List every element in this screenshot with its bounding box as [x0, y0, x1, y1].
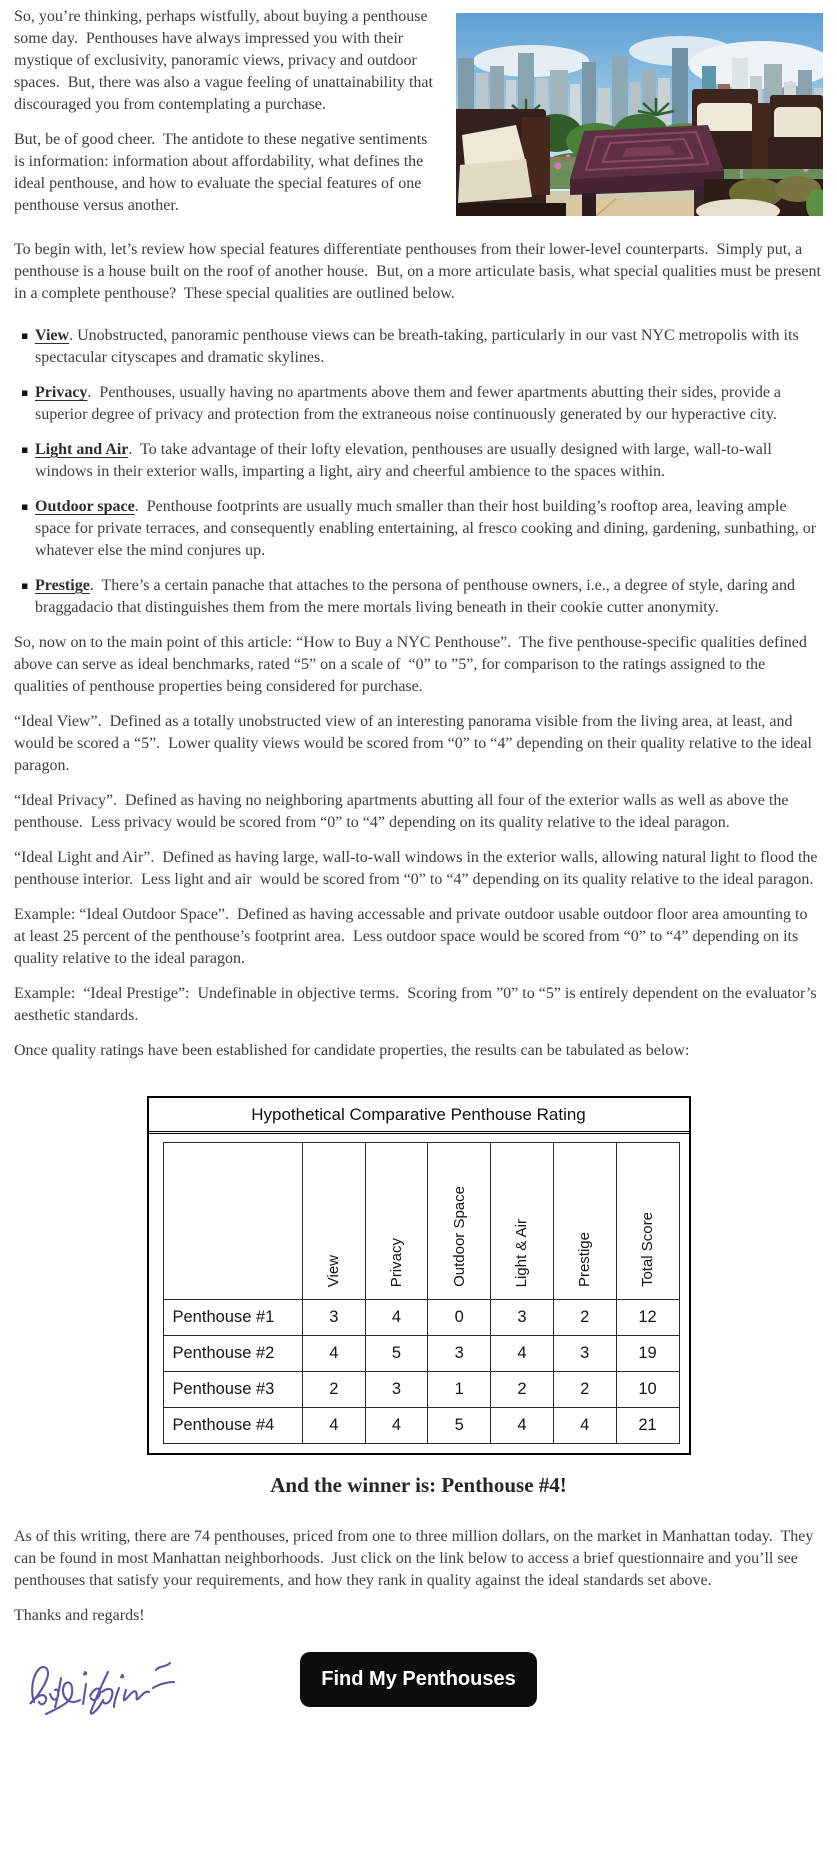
- lead-paragraph: To begin with, let’s review how special features differentiate penthouses from their lower-level counterparts. Simply put, a penthouse is a house built on the roof of another house. But, on a more articulate basis, what special qualities must be present in a complete penthouse? These special qualities are outlined below.: [14, 241, 825, 302]
- bullet-text: Outdoor space. Penthouse footprints are usually much smaller than their host building’s rooftop area, leaving ample space for private terraces, and consequently enabling entertaining, al fresco cooking and dining, gardening, sunbathing, or whatever else the mind conjures up.: [35, 498, 821, 559]
- column-header-outdoor-space: Outdoor Space: [428, 1143, 491, 1300]
- cell-value: 3: [302, 1300, 365, 1336]
- bullet-square-icon: ▪: [21, 579, 29, 592]
- column-header-view: View: [302, 1143, 365, 1300]
- table-row: [163, 1336, 679, 1372]
- column-header-total-score: Total Score: [616, 1143, 679, 1300]
- bullet-term: Privacy: [35, 384, 88, 401]
- cell-value: 19: [616, 1336, 679, 1372]
- table-row: [163, 1408, 679, 1444]
- bottom-sofa: [696, 176, 823, 216]
- cell-value: 4: [365, 1300, 428, 1336]
- bullet-term: Prestige: [35, 577, 90, 594]
- cell-value: 4: [302, 1408, 365, 1444]
- column-header-privacy: Privacy: [365, 1143, 428, 1300]
- cell-value: 12: [616, 1300, 679, 1336]
- cell-value: 5: [428, 1408, 491, 1444]
- winner-heading: And the winner is: Penthouse #4!: [270, 1473, 567, 1497]
- ideal-privacy-paragraph: “Ideal Privacy”. Defined as having no neighboring apartments abutting all four of the exterior walls as well as above the penthouse. Less privacy would be scored from “0” to “4” depending on its quality relative to the ideal paragon.: [14, 792, 793, 831]
- bullet-square-icon: ▪: [21, 443, 29, 456]
- cell-value: 0: [428, 1300, 491, 1336]
- cell-value: 2: [491, 1372, 554, 1408]
- bullet-text: Light and Air. To take advantage of their lofty elevation, penthouses are usually designed with large, wall-to-wall windows in their exterior walls, imparting a light, airy and cheerful ambience to the spaces within.: [35, 441, 776, 480]
- table-row: [163, 1372, 679, 1408]
- rating-table: [147, 1096, 691, 1455]
- cell-value: 4: [302, 1336, 365, 1372]
- row-label: Penthouse #4: [163, 1408, 302, 1444]
- cell-value: 3: [365, 1372, 428, 1408]
- cell-value: 3: [428, 1336, 491, 1372]
- bullet-square-icon: ▪: [21, 386, 29, 399]
- table-header-row: [163, 1143, 679, 1300]
- rooftop-terrace-photo: [456, 13, 823, 216]
- row-label: Penthouse #2: [163, 1336, 302, 1372]
- cell-value: 10: [616, 1372, 679, 1408]
- footer-row: [14, 1640, 823, 1760]
- ideal-prestige-paragraph: Example: “Ideal Prestige”: Undefinable in objective terms. Scoring from ”0” to “5” is entirely dependent on the evaluator’s aesthetic standards.: [14, 985, 821, 1024]
- ideal-view-paragraph: “Ideal View”. Defined as a totally unobstructed view of an interesting panorama visible from the living area, at least, and would be scored a “5”. Lower quality views would be scored from “0” to “4” depending on their quality relative to the ideal paragon.: [14, 713, 816, 774]
- bullet-privacy: [14, 382, 823, 426]
- table-row: [163, 1300, 679, 1336]
- bullet-text: Privacy. Penthouses, usually having no apartments above them and fewer apartments abutting their sides, provide a superior degree of privacy and protection from the extraneous noise continuously generated by our hyperactive city.: [35, 384, 786, 423]
- bullet-term: Outdoor space: [35, 498, 135, 515]
- thanks-line: Thanks and regards!: [14, 1607, 145, 1624]
- bullet-text: Prestige. There’s a certain panache that attaches to the persona of penthouse owners, i.e., a degree of style, daring and braggadacio that distinguishes them from the mere mortals living beneath in their cookie cutter anonymity.: [35, 577, 800, 616]
- intro-section: [14, 6, 823, 230]
- bullet-term: View: [35, 327, 70, 344]
- bullet-term: Light and Air: [35, 441, 129, 458]
- row-label-column-header: [163, 1143, 302, 1300]
- cell-value: 2: [302, 1372, 365, 1408]
- cell-value: 1: [428, 1372, 491, 1408]
- cell-value: 3: [491, 1300, 554, 1336]
- bullet-square-icon: ▪: [21, 329, 29, 342]
- cell-value: 4: [365, 1408, 428, 1444]
- cell-value: 2: [553, 1300, 616, 1336]
- tabulated-paragraph: Once quality ratings have been established for candidate properties, the results can be tabulated as below:: [14, 1042, 690, 1059]
- cell-value: 2: [553, 1372, 616, 1408]
- row-label: Penthouse #1: [163, 1300, 302, 1336]
- cell-value: 4: [553, 1408, 616, 1444]
- cell-value: 3: [553, 1336, 616, 1372]
- ideal-outdoor-space-paragraph: Example: “Ideal Outdoor Space”. Defined as having accessable and private outdoor usable outdoor floor area amounting to at least 25 percent of the penthouse’s footprint area. Less outdoor space would be scored from “0” to “4” depending on its quality relative to the ideal paragon.: [14, 906, 812, 967]
- signature-handwriting: [20, 1644, 200, 1736]
- bullet-light-and-air: [14, 439, 823, 483]
- rating-table-title: Hypothetical Comparative Penthouse Rating: [149, 1098, 689, 1134]
- feature-bullet-list: [14, 325, 823, 619]
- bullet-square-icon: ▪: [21, 500, 29, 513]
- cell-value: 5: [365, 1336, 428, 1372]
- column-header-prestige: Prestige: [553, 1143, 616, 1300]
- bullet-outdoor-space: [14, 496, 823, 562]
- main-point-paragraph: So, now on to the main point of this article: “How to Buy a NYC Penthouse”. The five penthouse-specific qualities defined above can serve as ideal benchmarks, rated “5” on a scale of “0” to ”5”, for comparison to the ratings assigned to the qualities of penthouse properties being considered for purchase.: [14, 634, 811, 695]
- bullet-view: [14, 325, 823, 369]
- row-label: Penthouse #3: [163, 1372, 302, 1408]
- bullet-text: View. Unobstructed, panoramic penthouse views can be breath-taking, particularly in our vast NYC metropolis with its spectacular cityscapes and dramatic skylines.: [35, 327, 803, 366]
- bullet-prestige: [14, 575, 823, 619]
- ideal-light-air-paragraph: “Ideal Light and Air”. Defined as having large, wall-to-wall windows in the exterior walls, allowing natural light to flood the penthouse interior. Less light and air would be scored from “0” to “4” depending on its quality relative to the ideal paragon.: [14, 849, 822, 888]
- intro-paragraph-1: So, you’re thinking, perhaps wistfully, about buying a penthouse some day. Penthouses have always impressed you with their mystique of exclusivity, panoramic views, privacy and outdoor spaces. But, there was also a vague feeling of unattainability that discouraged you from contemplating a purchase.: [14, 8, 437, 113]
- closing-paragraph: As of this writing, there are 74 penthouses, priced from one to three million dollars, on the market in Manhattan today. They can be found in most Manhattan neighborhoods. Just click on the link below to access a brief questionnaire and you’ll see penthouses that satisfy your requirements, and how they rank in quality against the ideal standards set above.: [14, 1528, 818, 1589]
- left-armchair: [456, 109, 550, 216]
- cell-value: 21: [616, 1408, 679, 1444]
- intro-paragraph-2: But, be of good cheer. The antidote to these negative sentiments is information: information about affordability, what defines the ideal penthouse, and how to evaluate the special features of one penthouse versus another.: [14, 131, 432, 214]
- cell-value: 4: [491, 1336, 554, 1372]
- cell-value: 4: [491, 1408, 554, 1444]
- find-my-penthouses-button[interactable]: Find My Penthouses: [300, 1652, 537, 1707]
- column-header-light-air: Light & Air: [491, 1143, 554, 1300]
